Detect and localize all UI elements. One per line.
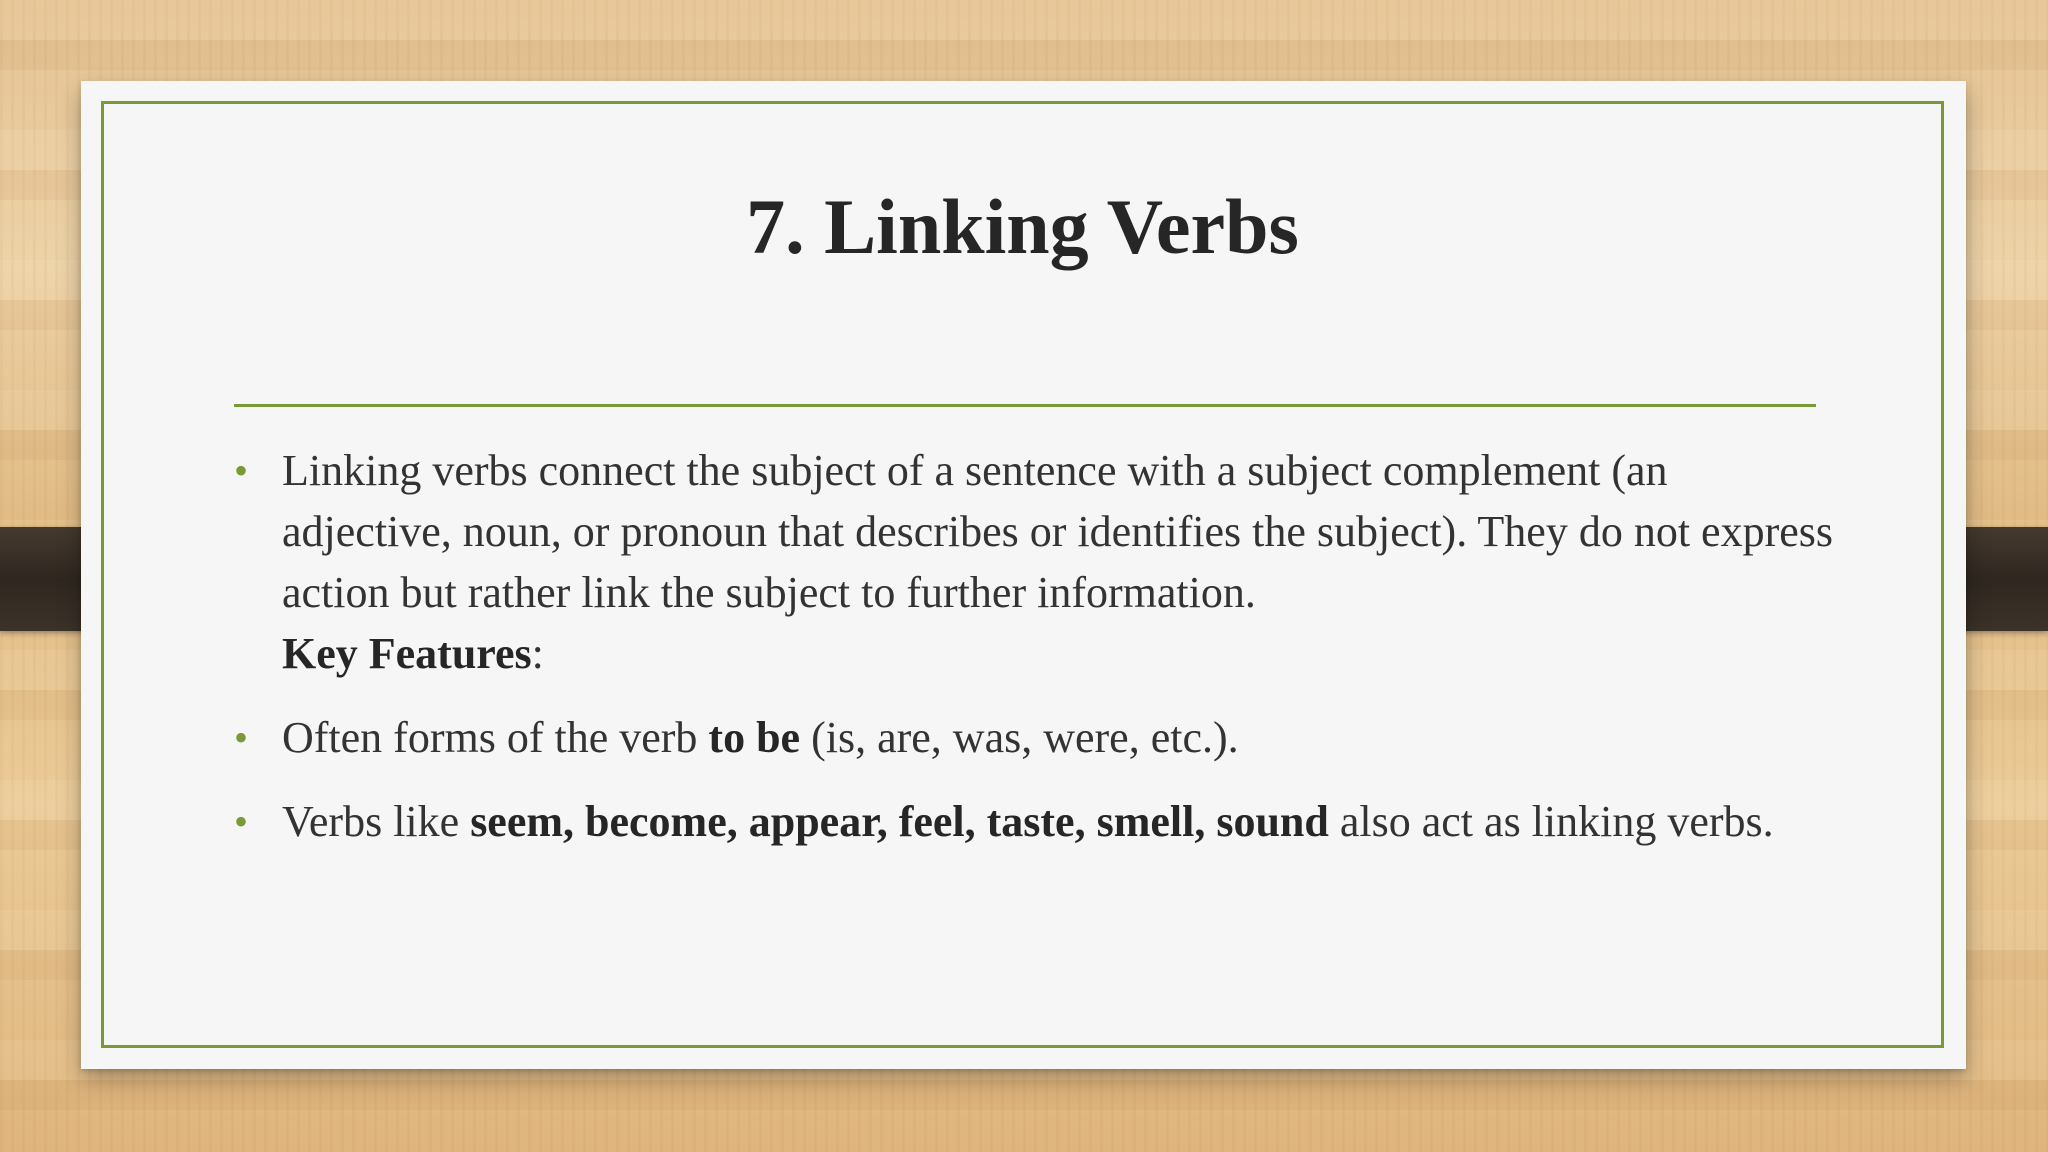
definition-text: Linking verbs connect the subject of a sentence with a subject complement (an adjective, noun, or pronoun that describes or identifies the subject). They do not express action but rather link the subject to further information.	[282, 446, 1833, 617]
bullet-item-to-be	[234, 707, 1834, 768]
bullet-item-other-verbs	[234, 791, 1834, 852]
key-features-colon: :	[531, 629, 544, 678]
other-verbs-bold: seem, become, appear, feel, taste, smell, sound	[470, 797, 1329, 846]
bullet-icon: •	[234, 715, 249, 760]
bullet-item-definition	[234, 440, 1834, 684]
bullet-icon: •	[234, 799, 249, 844]
bullet-list	[234, 440, 1834, 875]
title-divider	[234, 404, 1816, 407]
other-verbs-before: Verbs like	[282, 797, 471, 846]
to-be-bold: to be	[708, 713, 801, 762]
to-be-before: Often forms of the verb	[282, 713, 709, 762]
slide-title: 7. Linking Verbs	[746, 183, 1299, 270]
key-features-label: Key Features	[282, 629, 532, 678]
to-be-after: (is, are, was, were, etc.).	[800, 713, 1239, 762]
other-verbs-after: also act as linking verbs.	[1328, 797, 1774, 846]
bullet-icon: •	[234, 448, 249, 493]
